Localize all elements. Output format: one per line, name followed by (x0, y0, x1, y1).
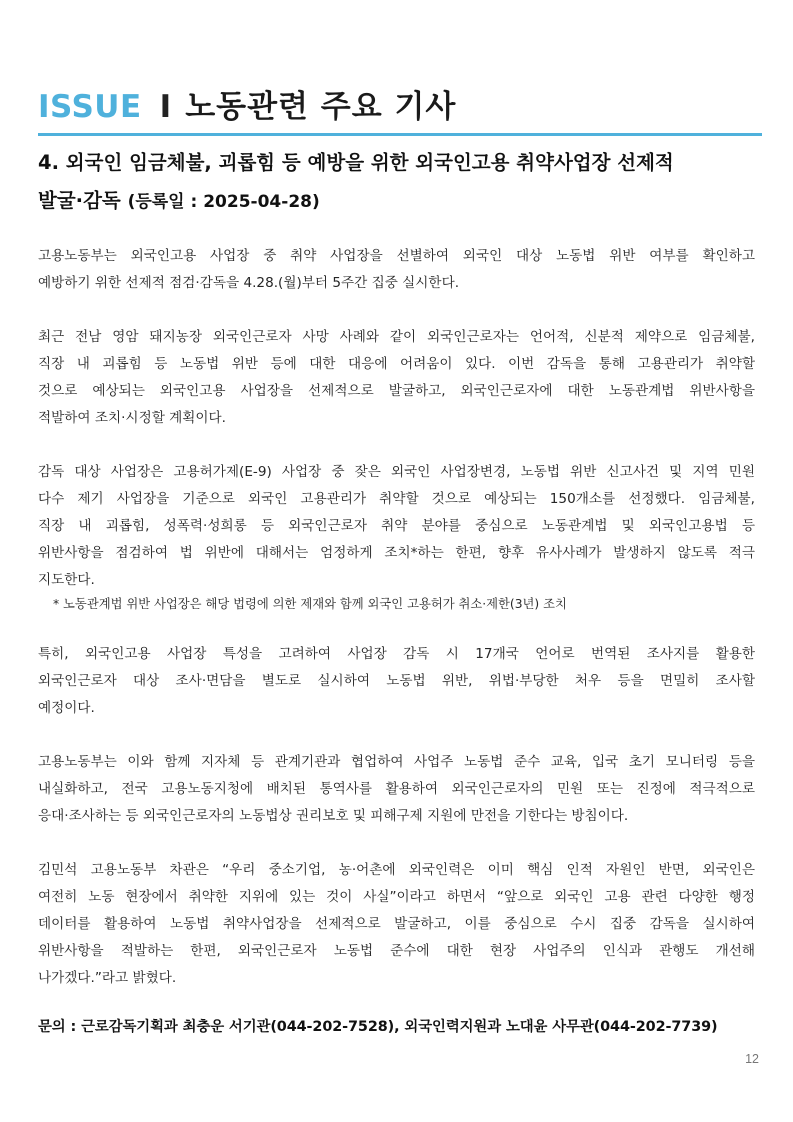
paragraph-line: 나가겠다.”라고 밝혔다. (38, 970, 177, 986)
paragraph-3 (38, 459, 755, 614)
paragraph-line: 예정이다. (38, 700, 95, 716)
paragraph-line: 직장 내 괴롭힘, 성폭력·성희롱 등 외국인근로자 취약 분야를 중심으로 노동관계법 및 외국인고용법 등 (38, 518, 755, 534)
section-header (38, 84, 768, 130)
paragraph-line: 감독 대상 사업장은 고용허가제(E-9) 사업장 중 잦은 외국인 사업장변경, 노동법 위반 신고사건 및 지역 민원 (38, 464, 755, 480)
paragraph-line: 적발하여 조치·시정할 계획이다. (38, 410, 226, 426)
article-title (38, 144, 762, 221)
page-number: 12 (745, 1052, 759, 1066)
issue-label: ISSUE (38, 89, 142, 125)
paragraph-2 (38, 324, 755, 432)
paragraph-line: 직장 내 괴롭힘 등 노동법 위반 등에 대한 대응에 어려움이 있다. 이번 감독을 통해 고용관리가 취약할 (38, 356, 755, 372)
section-title: 노동관련 주요 기사 (185, 89, 457, 125)
paragraph-6 (38, 857, 755, 992)
header-divider (38, 133, 762, 136)
paragraph-line: 외국인근로자 대상 조사·면담을 별도로 실시하여 노동법 위반, 위법·부당한 처우 등을 면밀히 조사할 (38, 673, 755, 689)
paragraph-line: 응대·조사하는 등 외국인근로자의 노동법상 권리보호 및 피해구제 지원에 만전을 기한다는 방침이다. (38, 808, 629, 824)
contact-info: 문의 : 근로감독기획과 최충운 서기관(044-202-7528), 외국인력지원과 노대윤 사무관(044-202-7739) (38, 1019, 718, 1035)
paragraph-line: 고용노동부는 이와 함께 지자체 등 관계기관과 협업하여 사업주 노동법 준수 교육, 입국 초기 모니터링 등을 (38, 754, 755, 770)
footnote: * 노동관계법 위반 사업장은 해당 법령에 의한 제재와 함께 외국인 고용허가 취소·제한(3년) 조치 (53, 597, 567, 611)
paragraph-line: 최근 전남 영암 돼지농장 외국인근로자 사망 사례와 같이 외국인근로자는 언어적, 신분적 제약으로 임금체불, (38, 329, 755, 345)
registration-date: (등록일 : 2025-04-28) (127, 192, 320, 212)
paragraph-line: 다수 제기 사업장을 기준으로 외국인 고용관리가 취약할 것으로 예상되는 150개소를 선정했다. 임금체불, (38, 491, 755, 507)
paragraph-line: 고용노동부는 외국인고용 사업장 중 취약 사업장을 선별하여 외국인 대상 노동법 위반 여부를 확인하고 (38, 248, 755, 264)
article-body (38, 243, 755, 992)
paragraph-4 (38, 641, 755, 722)
paragraph-5 (38, 749, 755, 830)
paragraph-line: 내실화하고, 전국 고용노동지청에 배치된 통역사를 활용하여 외국인근로자의 민원 또는 진정에 적극적으로 (38, 781, 755, 797)
article-title-line1: 4. 외국인 임금체불, 괴롭힘 등 예방을 위한 외국인고용 취약사업장 선제적 (38, 151, 674, 174)
paragraph-line: 예방하기 위한 선제적 점검·감독을 4.28.(월)부터 5주간 집중 실시한다. (38, 275, 460, 291)
paragraph-line: 지도한다. (38, 572, 95, 588)
paragraph-line: 위반사항을 적발하는 한편, 외국인근로자 노동법 준수에 대한 현장 사업주의 인식과 관행도 개선해 (38, 943, 755, 959)
paragraph-line: 여전히 노동 현장에서 취약한 지위에 있는 것이 사실”이라고 하면서 “앞으로 외국인 고용 관련 다양한 행정 (38, 889, 755, 905)
article-title-line2: 발굴·감독 (38, 189, 121, 212)
paragraph-line: 데이터를 활용하여 노동법 취약사업장을 선제적으로 발굴하고, 이를 중심으로 수시 집중 감독을 실시하여 (38, 916, 755, 932)
paragraph-line: 위반사항을 점검하여 법 위반에 대해서는 엄정하게 조치*하는 한편, 향후 유사사례가 발생하지 않도록 적극 (38, 545, 755, 561)
header-separator: I (159, 89, 172, 125)
paragraph-line: 특히, 외국인고용 사업장 특성을 고려하여 사업장 감독 시 17개국 언어로 번역된 조사지를 활용한 (38, 646, 755, 662)
paragraph-line: 것으로 예상되는 외국인고용 사업장을 선제적으로 발굴하고, 외국인근로자에 대한 노동관계법 위반사항을 (38, 383, 755, 399)
paragraph-1 (38, 243, 755, 297)
paragraph-line: 김민석 고용노동부 차관은 “우리 중소기업, 농·어촌에 외국인력은 이미 핵심 인적 자원인 반면, 외국인은 (38, 862, 755, 878)
